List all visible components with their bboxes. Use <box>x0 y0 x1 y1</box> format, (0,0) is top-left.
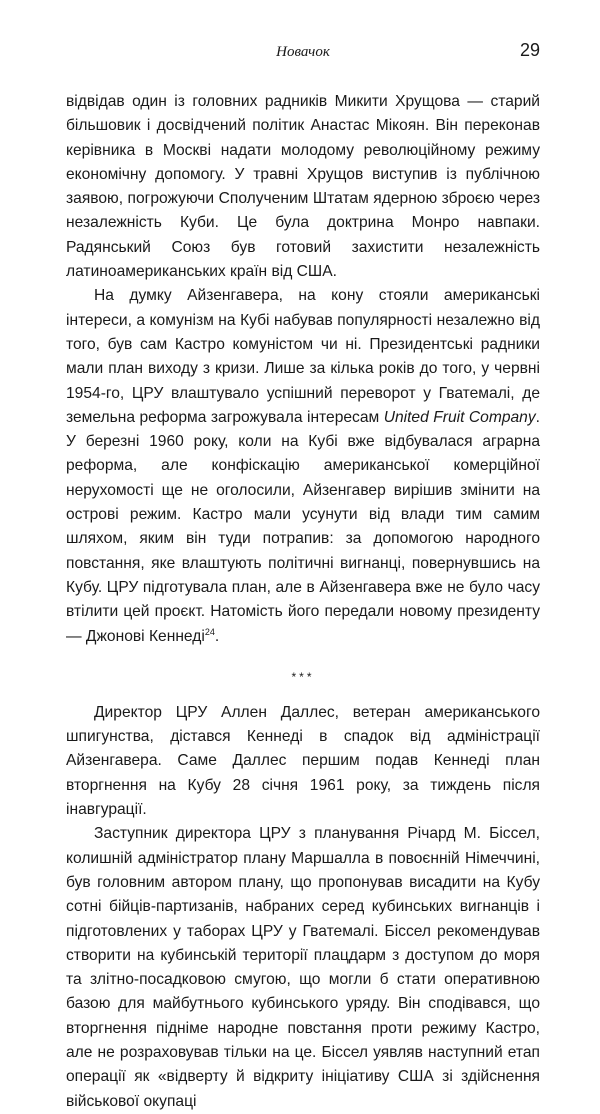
paragraph-text: . <box>214 627 220 645</box>
page-header <box>66 40 540 64</box>
paragraph-4 <box>66 822 540 1114</box>
paragraph-3 <box>66 701 540 822</box>
paragraph-2 <box>66 284 540 648</box>
running-title: Новачок <box>276 44 330 60</box>
page-number: 29 <box>519 40 540 60</box>
paragraph-1 <box>66 90 540 284</box>
paragraph-text: . У березні 1960 року, коли на Кубі вже відбувалася аграрна реформа, але конфіскацію американської комерційної нерухомості ще не оголосили, Айзенгавер вирішив змінити на острові режим. Кастро мали усунути від влади тим самим шляхом, яким він туди потрапив: за допомогою народного повстання, яке влаштують політичні вигнанці, повернувшись на Кубу. ЦРУ підготувала план, але в Айзенгавера вже не було часу втілити цей проєкт. Натомість його передали новому президенту — Джонові Кеннеді <box>66 408 540 645</box>
body-text <box>66 90 540 1114</box>
paragraph-text: Директор ЦРУ Аллен Даллес, ветеран американського шпигунства, дістався Кеннеді в спадок від адміністрації Айзенгавера. Саме Даллес першим подав Кеннеді план вторгнення на Кубу 28 січня 1961 року, за тиждень після інавгурації. <box>66 703 540 819</box>
paragraph-text: відвідав один із головних радників Микити Хрущова — старий більшовик і досвідчений політик Анастас Мікоян. Він переконав керівника в Москві надати молодому революційному режиму економічну допомогу. У травні Хрущов виступив із публічною заявою, погрожуючи Сполученим Штатам ядерною зброєю через незалежність Куби. Це була доктрина Монро навпаки. Радянський Союз був готовий захистити незалежність латиноамериканських країн від США. <box>66 93 540 281</box>
section-separator: *** <box>291 669 315 684</box>
company-name-italic: United Fruit Company <box>383 408 536 426</box>
paragraph-text: Заступник директора ЦРУ з планування Річард М. Біссел, колишній адміністратор плану Маршалла в повоєнній Німеччині, був головним автором плану, що пропонував висадити на Кубу сотні бійців-партизанів, набраних серед кубинських вигнанців і підготовлених у таборах ЦРУ у Гватемалі. Біссел рекомендував створити на кубинській території плацдарм з доступом до моря та злітно-посадковою смугою, що могли б стати оперативною базою для майбутнього кубинського уряду. Він сподівався, що вторгнення підніме народне повстання проти режиму Кастро, але не розраховував тільки на це. Біссел уявляв наступний етап операції як «відверту й відкриту ініціативу США зі здійснення військової окупаці <box>66 825 540 1110</box>
footnote-ref: 24 <box>204 626 215 637</box>
paragraph-text: На думку Айзенгавера, на кону стояли американські інтереси, а комунізм на Кубі набував популярності незалежно від того, був сам Кастро комуністом чи ні. Президентські радники мали план виходу з кризи. Лише за кілька років до того, у червні 1954-го, ЦРУ влаштувало успішний переворот у Гватемалі, де земельна реформа загрожувала інтересам <box>66 287 540 426</box>
